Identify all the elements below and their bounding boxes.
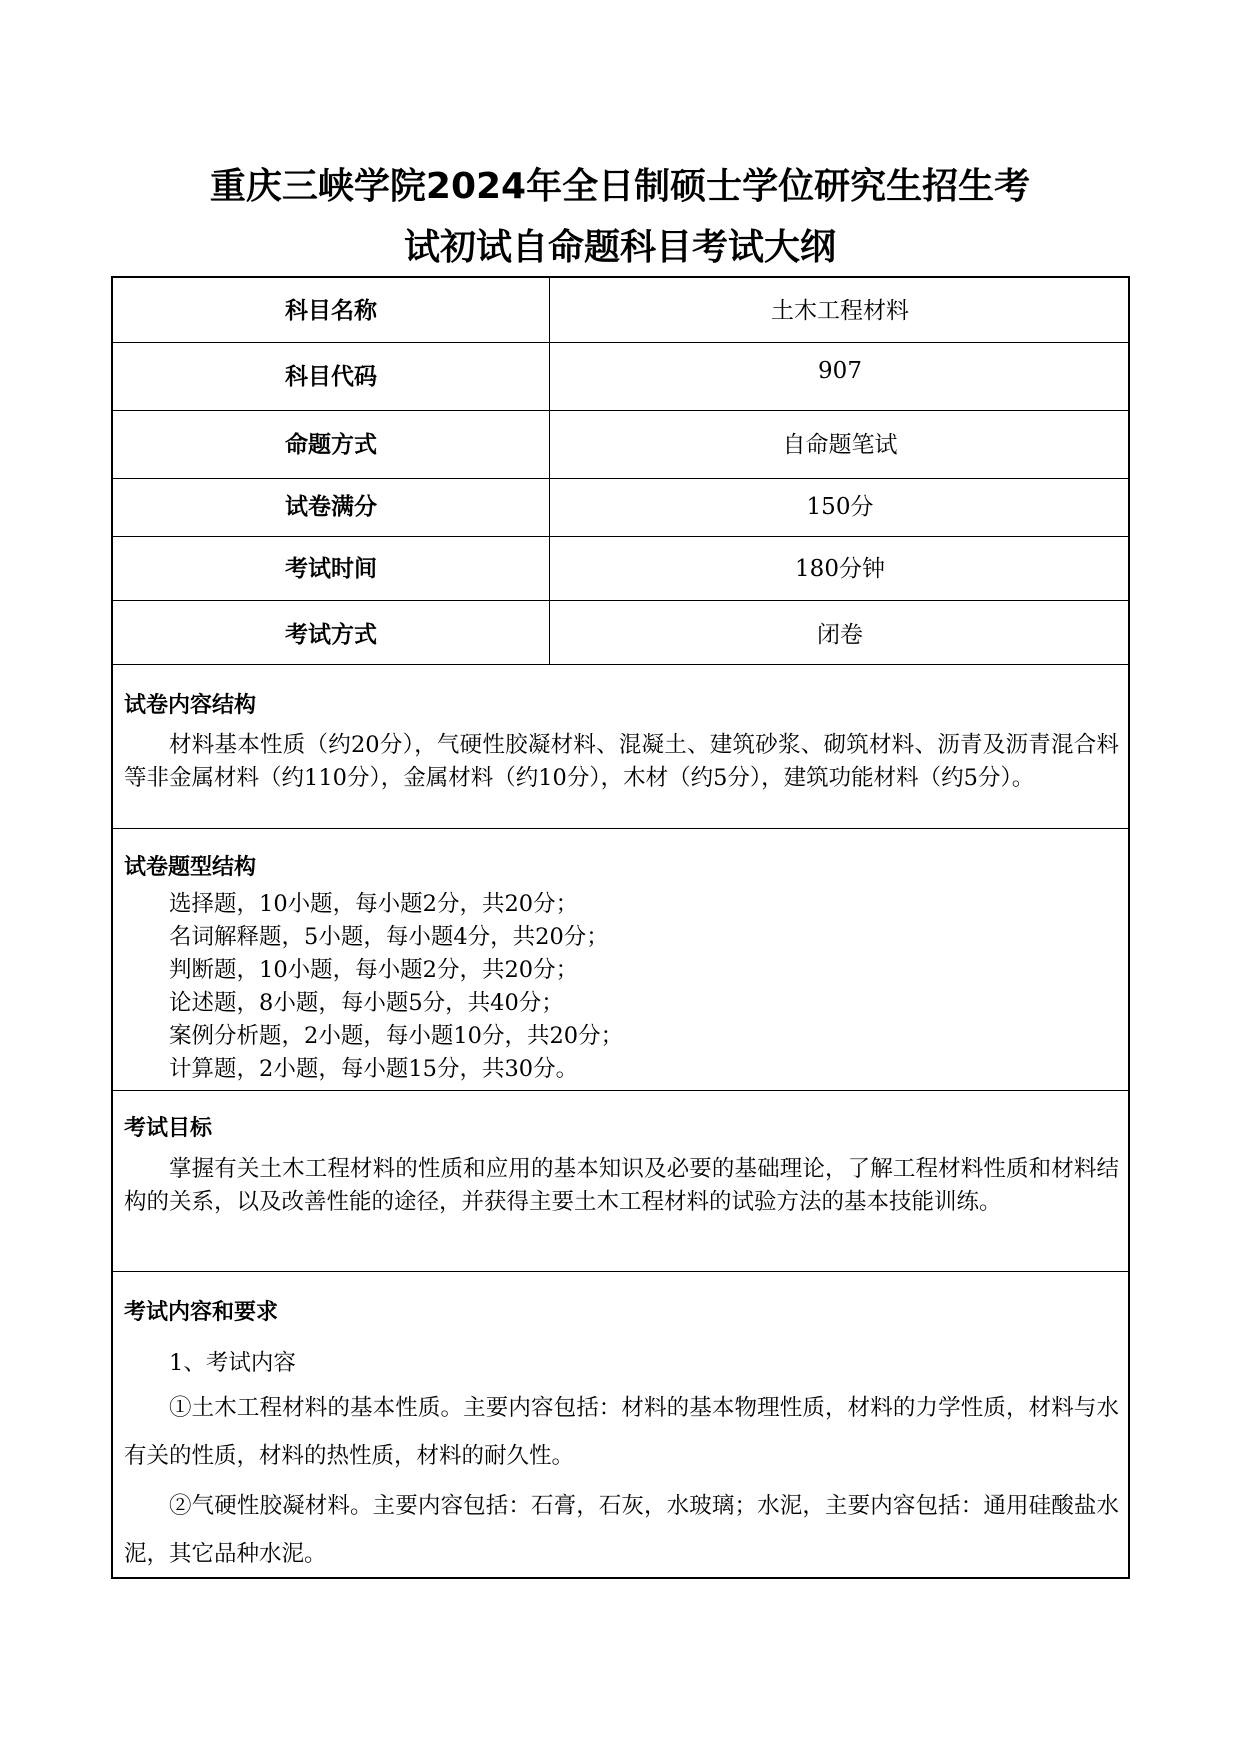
list-item: 选择题，10小题，每小题2分，共20分； bbox=[169, 891, 579, 917]
section-divider bbox=[113, 1090, 1128, 1091]
row-divider bbox=[113, 478, 1128, 479]
syllabus-table bbox=[111, 276, 1130, 1579]
row-divider bbox=[113, 342, 1128, 343]
section-heading-exam-goal: 考试目标 bbox=[124, 1116, 213, 1141]
row-divider bbox=[113, 600, 1128, 601]
exam-content-item: ②气硬性胶凝材料。主要内容包括：石膏，石灰，水玻璃；水泥，主要内容包括：通用硅酸盐水泥，其它品种水泥。 bbox=[124, 1493, 1119, 1567]
value-exam-time: 180分钟 bbox=[795, 556, 885, 582]
list-item: 判断题，10小题，每小题2分，共20分； bbox=[169, 957, 579, 983]
list-item: 名词解释题，5小题，每小题4分，共20分； bbox=[169, 924, 609, 950]
value-exam-method: 自命题笔试 bbox=[782, 432, 898, 458]
label-full-score: 试卷满分 bbox=[285, 494, 377, 520]
section-divider bbox=[113, 828, 1128, 829]
exam-content-item: ①土木工程材料的基本性质。主要内容包括：材料的基本物理性质，材料的力学性质，材料与水有关的性质，材料的热性质，材料的耐久性。 bbox=[124, 1395, 1119, 1469]
exam-goal-text: 掌握有关土木工程材料的性质和应用的基本知识及必要的基础理论，了解工程材料性质和材料结构的关系，以及改善性能的途径，并获得主要土木工程材料的试验方法的基本技能训练。 bbox=[124, 1156, 1119, 1215]
content-structure-text: 材料基本性质（约20分），气硬性胶凝材料、混凝土、建筑砂浆、砌筑材料、沥青及沥青混合料等非金属材料（约110分），金属材料（约10分），木材（约5分），建筑功能材料（约5分）。 bbox=[124, 732, 1119, 791]
document-title-line-2: 试初试自命题科目考试大纲 bbox=[403, 227, 836, 268]
exam-content-subheading: 1、考试内容 bbox=[169, 1350, 296, 1376]
list-item: 论述题，8小题，每小题5分，共40分； bbox=[169, 990, 564, 1016]
label-exam-format: 考试方式 bbox=[285, 622, 377, 648]
label-subject-code: 科目代码 bbox=[285, 364, 377, 390]
label-subject-name: 科目名称 bbox=[285, 298, 377, 324]
row-divider bbox=[113, 664, 1128, 665]
document-title-line-1: 重庆三峡学院2024年全日制硕士学位研究生招生考 bbox=[209, 166, 1031, 207]
value-subject-name: 土木工程材料 bbox=[771, 298, 909, 324]
question-type-list bbox=[169, 888, 623, 1086]
column-divider bbox=[549, 278, 550, 664]
value-full-score: 150分 bbox=[806, 494, 874, 520]
value-subject-code: 907 bbox=[818, 358, 862, 384]
section-heading-exam-content: 考试内容和要求 bbox=[124, 1300, 279, 1325]
section-divider bbox=[113, 1271, 1128, 1272]
list-item: 案例分析题，2小题，每小题10分，共20分； bbox=[169, 1023, 624, 1049]
section-heading-content-structure: 试卷内容结构 bbox=[124, 693, 257, 718]
row-divider bbox=[113, 536, 1128, 537]
label-exam-time: 考试时间 bbox=[285, 556, 377, 582]
list-item: 计算题，2小题，每小题15分，共30分。 bbox=[169, 1056, 579, 1082]
label-exam-method: 命题方式 bbox=[285, 432, 377, 458]
row-divider bbox=[113, 410, 1128, 411]
section-heading-question-types: 试卷题型结构 bbox=[124, 855, 257, 880]
value-exam-format: 闭卷 bbox=[817, 622, 863, 648]
